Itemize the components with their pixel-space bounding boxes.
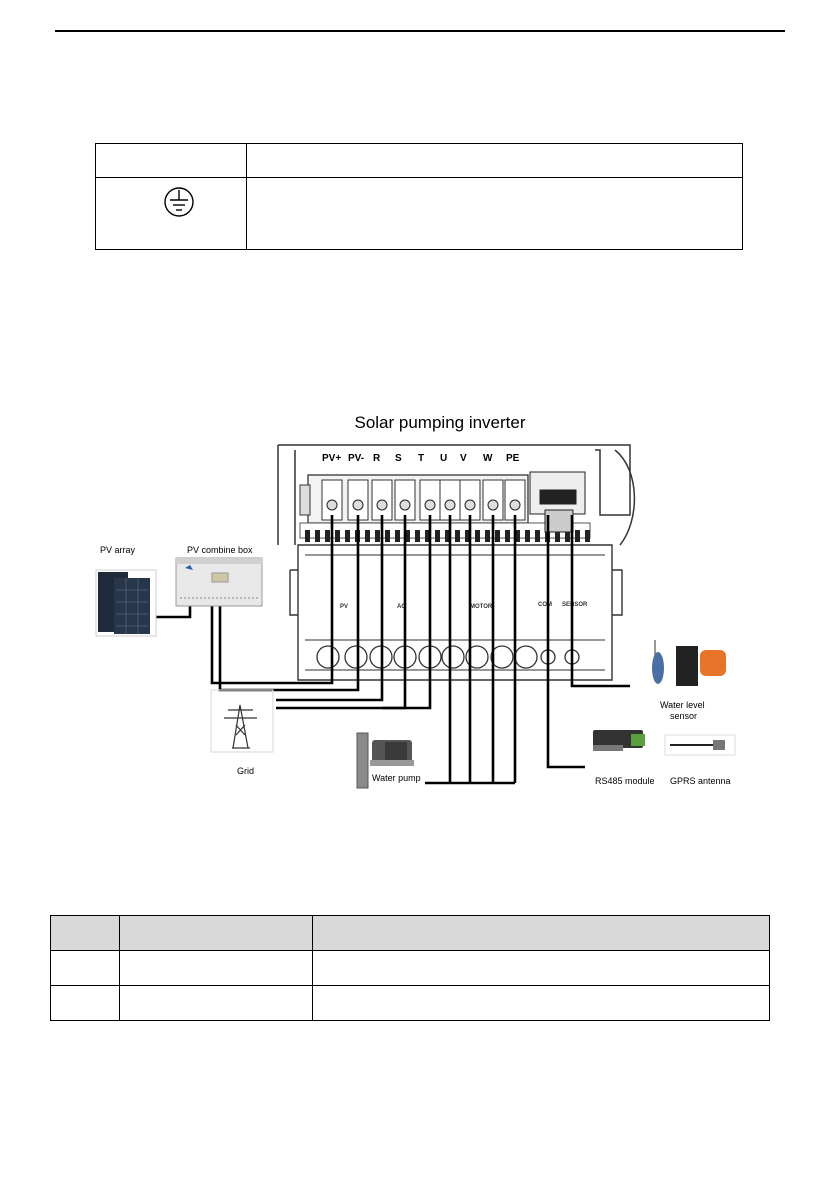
terminal-label-u: U — [440, 453, 448, 464]
heatsink-fin — [505, 530, 510, 542]
heatsink-fin — [575, 530, 580, 542]
wiring-table — [50, 915, 770, 1021]
pv-array-label: PV array — [100, 545, 136, 555]
row2-cell-3 — [313, 986, 770, 1021]
terminal-screw — [460, 480, 480, 520]
terminal-label-pv-plus: PV+ — [322, 453, 342, 464]
terminal-screw — [372, 480, 392, 520]
heatsink-fin — [585, 530, 590, 542]
header-cell-2 — [120, 916, 313, 951]
heatsink-fin — [475, 530, 480, 542]
pv-combine-box-label: PV combine box — [187, 545, 253, 555]
heatsink-fin — [495, 530, 500, 542]
symbol-header-cell — [96, 144, 247, 178]
gprs-antenna-label: GPRS antenna — [670, 776, 731, 786]
terminal-label-w: W — [483, 453, 493, 464]
heatsink-fin — [325, 530, 330, 542]
water-level-sensor-label-line1: Water level — [660, 700, 705, 710]
heatsink-fin — [335, 530, 340, 542]
row1-cell-2 — [120, 951, 313, 986]
heatsink-fin — [415, 530, 420, 542]
box-label-sensor: SENSOR — [562, 602, 588, 608]
heatsink-fin — [485, 530, 490, 542]
rs485-module-label: RS485 module — [595, 776, 655, 786]
heatsink-fin — [435, 530, 440, 542]
terminal-label-r: R — [373, 453, 381, 464]
description-cell — [247, 178, 743, 250]
water-level-sensor-icon — [652, 640, 726, 686]
row2-cell-2 — [120, 986, 313, 1021]
pv-array-icon — [96, 570, 156, 636]
water-level-sensor-label-line2: sensor — [670, 711, 698, 721]
heatsink-fin — [535, 530, 540, 542]
terminal-label-s: S — [395, 453, 402, 464]
ground-symbol-icon — [96, 178, 246, 244]
heatsink-fin — [455, 530, 460, 542]
heatsink-fin — [345, 530, 350, 542]
cable-gland — [515, 646, 537, 668]
terminal-label-v: V — [460, 453, 467, 464]
terminal-screw — [505, 480, 525, 520]
row1-cell-1 — [51, 951, 120, 986]
page-top-rule — [55, 30, 785, 32]
water-pump-label: Water pump — [372, 773, 421, 783]
cable-gland — [345, 646, 367, 668]
cable-gland — [442, 646, 464, 668]
heatsink-fin — [305, 530, 310, 542]
terminal-label-t: T — [418, 453, 425, 464]
box-label-pv: PV — [340, 604, 349, 610]
terminal-screw — [440, 480, 460, 520]
terminal-label-pv-minus: PV- — [348, 453, 365, 464]
heatsink-fin — [315, 530, 320, 542]
heatsink-fin — [525, 530, 530, 542]
terminal-screw — [483, 480, 503, 520]
header-cell-3 — [313, 916, 770, 951]
description-header-cell — [247, 144, 743, 178]
heatsink-fin — [375, 530, 380, 542]
wiring-diagram — [0, 440, 839, 800]
diagram-title: Solar pumping inverter — [354, 413, 526, 432]
symbol-table — [95, 143, 743, 250]
box-label-com: COM — [538, 602, 552, 608]
terminal-screw — [348, 480, 368, 520]
box-label-motor: MOTOR — [470, 604, 493, 610]
gprs-antenna-icon — [665, 735, 735, 755]
row2-cell-1 — [51, 986, 120, 1021]
rs485-module-icon — [593, 730, 645, 751]
grid-label: Grid — [237, 766, 255, 776]
pv-combine-box-icon — [176, 558, 262, 606]
symbol-cell — [96, 178, 247, 250]
heatsink-fin — [395, 530, 400, 542]
heatsink-fin — [385, 530, 390, 542]
header-cell-1 — [51, 916, 120, 951]
terminal-screw — [420, 480, 440, 520]
heatsink-fin — [365, 530, 370, 542]
grid-tower-icon — [211, 690, 273, 752]
terminal-label-pe: PE — [506, 453, 520, 464]
cable-gland — [317, 646, 339, 668]
row1-cell-3 — [313, 951, 770, 986]
terminal-screw — [395, 480, 415, 520]
terminal-screw — [322, 480, 342, 520]
box-label-ac: AC — [397, 604, 406, 610]
